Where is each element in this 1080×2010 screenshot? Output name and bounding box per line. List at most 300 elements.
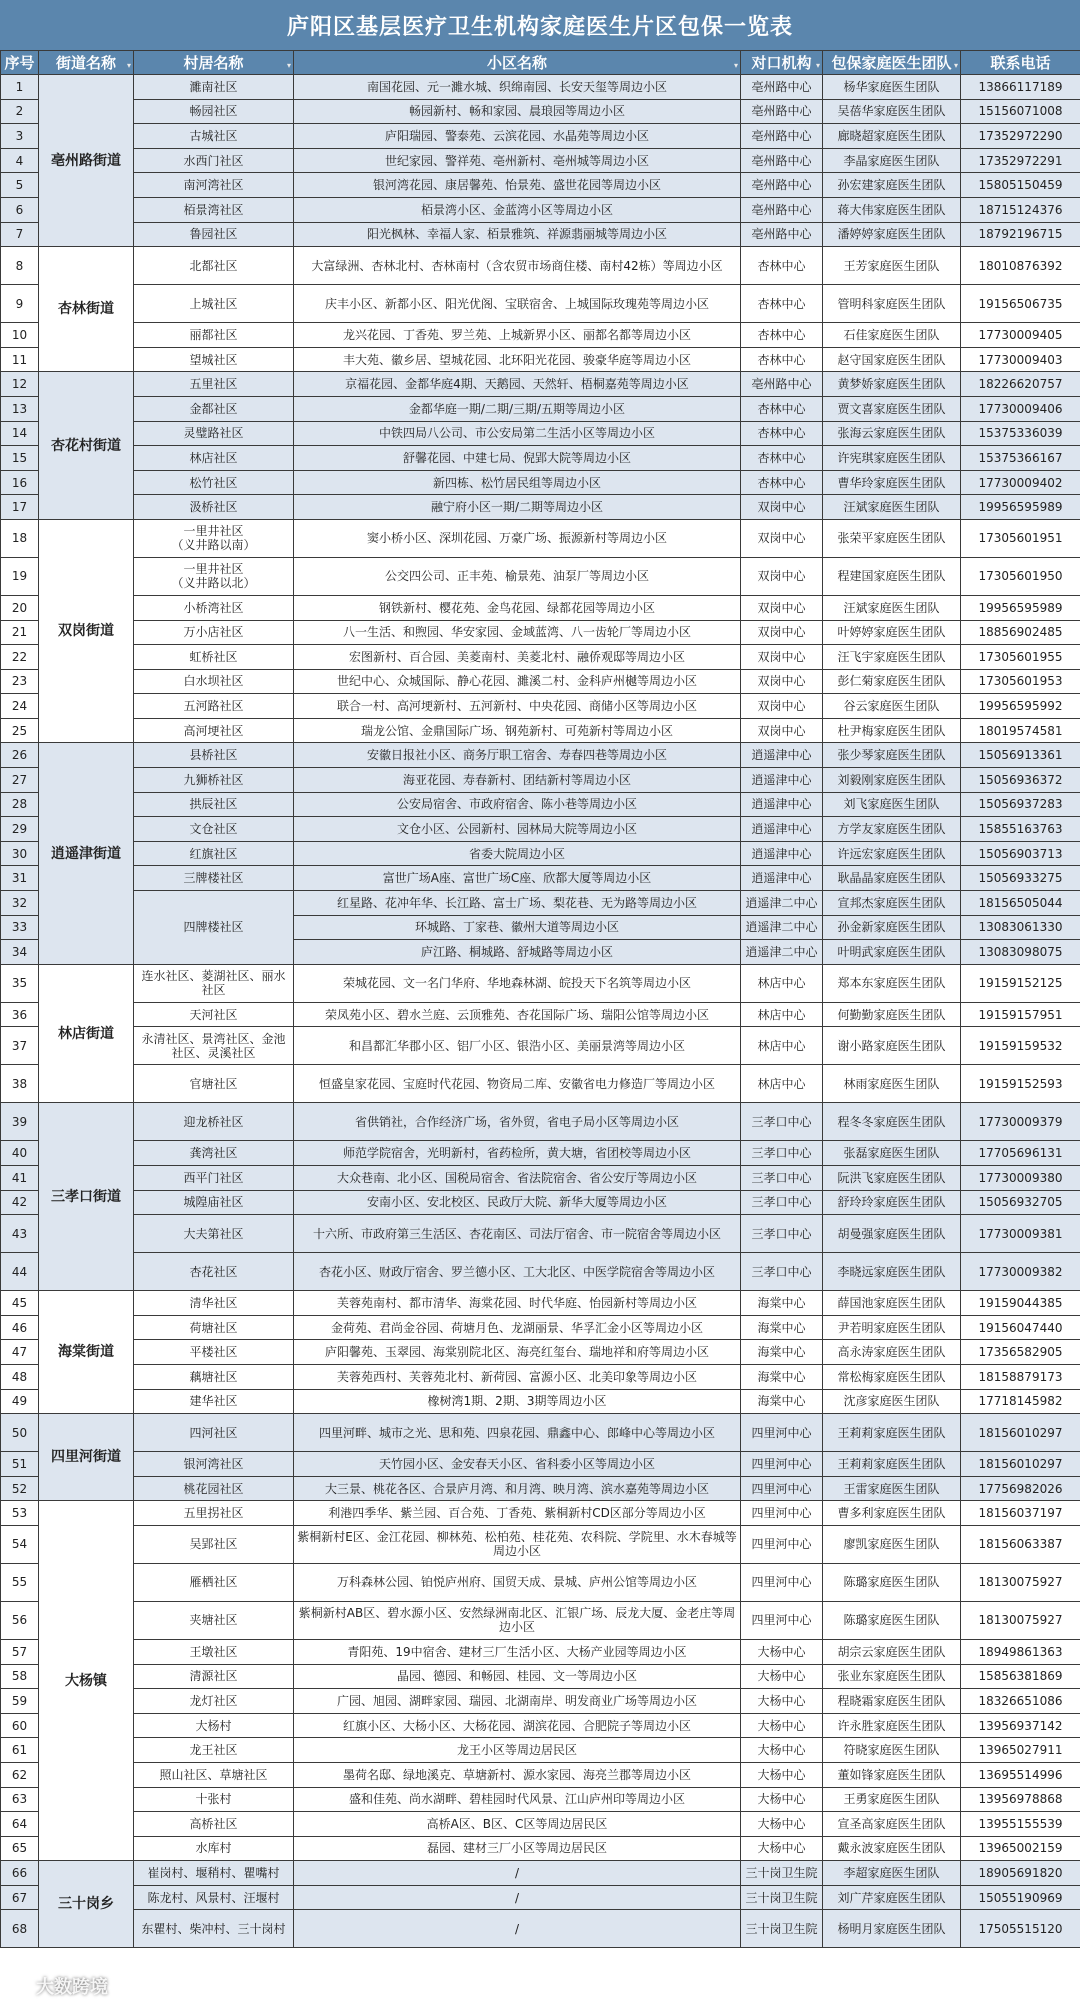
village-cell: 连水社区、菱湖社区、丽水社区	[134, 964, 294, 1002]
col-header-no[interactable]: 序号	[1, 51, 39, 75]
table-row	[1, 669, 1080, 694]
team-cell: 许宪琪家庭医生团队	[823, 446, 961, 471]
table-row	[1, 124, 1080, 149]
phone-cell: 15056903713	[961, 841, 1080, 866]
row-number: 52	[1, 1476, 39, 1501]
row-number: 3	[1, 124, 39, 149]
phone-cell: 17505515120	[961, 1910, 1080, 1948]
header-row	[1, 51, 1080, 75]
table-row	[1, 148, 1080, 173]
phone-cell: 13965027911	[961, 1738, 1080, 1763]
team-cell: 张少琴家庭医生团队	[823, 743, 961, 768]
table-row	[1, 446, 1080, 471]
team-cell: 高永涛家庭医生团队	[823, 1340, 961, 1365]
table-row	[1, 595, 1080, 620]
institution-cell: 双岗中心	[741, 718, 823, 743]
col-header-team[interactable]: 包保家庭医生团队 ▾	[823, 51, 961, 75]
team-cell: 汪斌家庭医生团队	[823, 495, 961, 520]
phone-cell: 17352972290	[961, 124, 1080, 149]
team-cell: 沈彦家庭医生团队	[823, 1389, 961, 1414]
table-row	[1, 222, 1080, 247]
table-row	[1, 1601, 1080, 1639]
village-cell: 桃花园社区	[134, 1476, 294, 1501]
institution-cell: 海棠中心	[741, 1291, 823, 1316]
institution-cell: 三孝口中心	[741, 1141, 823, 1166]
village-cell: 松竹社区	[134, 470, 294, 495]
table-row	[1, 1738, 1080, 1763]
village-cell: 迎龙桥社区	[134, 1103, 294, 1141]
street-name-cell: 逍遥津街道	[39, 743, 134, 964]
row-number: 39	[1, 1103, 39, 1141]
row-number: 60	[1, 1713, 39, 1738]
team-cell: 李晶家庭医生团队	[823, 148, 961, 173]
row-number: 15	[1, 446, 39, 471]
village-cell: 五河路社区	[134, 694, 294, 719]
area-cell: 庐阳馨苑、玉翠园、海棠别院北区、海亮红玺台、瑞地祥和府等周边小区	[294, 1340, 741, 1365]
row-number: 58	[1, 1664, 39, 1689]
institution-cell: 大杨中心	[741, 1762, 823, 1787]
institution-cell: 亳州路中心	[741, 75, 823, 100]
team-cell: 符晓家庭医生团队	[823, 1738, 961, 1763]
row-number: 34	[1, 940, 39, 965]
area-cell: 公交四公司、正丰苑、榆景苑、油泵厂等周边小区	[294, 557, 741, 595]
table-row	[1, 841, 1080, 866]
phone-cell: 17305601953	[961, 669, 1080, 694]
table-row	[1, 1253, 1080, 1291]
row-number: 51	[1, 1452, 39, 1477]
institution-cell: 双岗中心	[741, 620, 823, 645]
col-header-institution[interactable]: 对口机构 ▾	[741, 51, 823, 75]
village-cell: 鲁园社区	[134, 222, 294, 247]
village-cell: 拱辰社区	[134, 792, 294, 817]
watermark-logo-icon	[8, 1976, 32, 2000]
team-cell: 管明科家庭医生团队	[823, 285, 961, 323]
area-cell: 联合一村、高河埂新村、五河新村、中央花园、商储小区等周边小区	[294, 694, 741, 719]
table-row	[1, 1166, 1080, 1191]
phone-cell: 15805150459	[961, 173, 1080, 198]
area-cell: 环城路、丁家巷、徽州大道等周边小区	[294, 915, 741, 940]
team-cell: 廖凯家庭医生团队	[823, 1525, 961, 1563]
col-header-area[interactable]: 小区名称 ▾	[294, 51, 741, 75]
row-number: 6	[1, 197, 39, 222]
area-cell: 金都华庭一期/二期/三期/五期等周边小区	[294, 396, 741, 421]
phone-cell: 19159157951	[961, 1002, 1080, 1027]
phone-cell: 18156063387	[961, 1525, 1080, 1563]
area-cell: 畅园新村、畅和家园、晨琅园等周边小区	[294, 99, 741, 124]
village-cell: 天河社区	[134, 1002, 294, 1027]
team-cell: 程晓霜家庭医生团队	[823, 1689, 961, 1714]
village-cell: 畅园社区	[134, 99, 294, 124]
institution-cell: 亳州路中心	[741, 222, 823, 247]
table-row	[1, 1787, 1080, 1812]
village-cell: 清华社区	[134, 1291, 294, 1316]
row-number: 47	[1, 1340, 39, 1365]
street-name-cell: 三十岗乡	[39, 1861, 134, 1948]
team-cell: 王芳家庭医生团队	[823, 247, 961, 285]
village-cell: 虹桥社区	[134, 645, 294, 670]
area-cell: 省委大院周边小区	[294, 841, 741, 866]
area-cell: 海亚花园、寿春新村、团结新村等周边小区	[294, 768, 741, 793]
institution-cell: 四里河中心	[741, 1563, 823, 1601]
table-row	[1, 347, 1080, 372]
village-cell: 照山社区、草塘社区	[134, 1762, 294, 1787]
row-number: 46	[1, 1315, 39, 1340]
phone-cell: 19159152593	[961, 1065, 1080, 1103]
village-cell: 藕塘社区	[134, 1364, 294, 1389]
team-cell: 常松梅家庭医生团队	[823, 1364, 961, 1389]
phone-cell: 13083061330	[961, 915, 1080, 940]
row-number: 36	[1, 1002, 39, 1027]
team-cell: 林雨家庭医生团队	[823, 1065, 961, 1103]
area-cell: 四里河畔、城市之光、思和苑、四泉花园、鼎鑫中心、郎峰中心等周边小区	[294, 1414, 741, 1452]
table-row	[1, 817, 1080, 842]
phone-cell: 19956595992	[961, 694, 1080, 719]
institution-cell: 杏林中心	[741, 470, 823, 495]
col-header-village[interactable]: 村居名称 ▾	[134, 51, 294, 75]
institution-cell: 大杨中心	[741, 1738, 823, 1763]
area-cell: 安徽日报社小区、商务厅职工宿舍、寿春四巷等周边小区	[294, 743, 741, 768]
row-number: 40	[1, 1141, 39, 1166]
institution-cell: 逍遥津二中心	[741, 915, 823, 940]
institution-cell: 三孝口中心	[741, 1166, 823, 1191]
institution-cell: 亳州路中心	[741, 99, 823, 124]
area-cell: 钢铁新村、樱花苑、金鸟花园、绿都花园等周边小区	[294, 595, 741, 620]
area-cell: 丰大苑、徽乡居、望城花园、北环阳光花园、骏豪华庭等周边小区	[294, 347, 741, 372]
institution-cell: 大杨中心	[741, 1713, 823, 1738]
team-cell: 陈璐家庭医生团队	[823, 1601, 961, 1639]
row-number: 61	[1, 1738, 39, 1763]
phone-cell: 19956595989	[961, 495, 1080, 520]
village-cell: 栢景湾社区	[134, 197, 294, 222]
area-cell: 十六所、市政府第三生活区、杏花南区、司法厅宿舍、市一院宿舍等周边小区	[294, 1215, 741, 1253]
village-cell: 汲桥社区	[134, 495, 294, 520]
village-cell: 官塘社区	[134, 1065, 294, 1103]
team-cell: 杨明月家庭医生团队	[823, 1910, 961, 1948]
village-cell: 南河湾社区	[134, 173, 294, 198]
phone-cell: 17756982026	[961, 1476, 1080, 1501]
institution-cell: 双岗中心	[741, 495, 823, 520]
phone-cell: 18156037197	[961, 1501, 1080, 1526]
village-cell: 建华社区	[134, 1389, 294, 1414]
table-row	[1, 495, 1080, 520]
team-cell: 石佳家庭医生团队	[823, 323, 961, 348]
area-cell: 阳光枫林、幸福人家、栢景雅筑、祥源翡丽城等周边小区	[294, 222, 741, 247]
team-cell: 张海云家庭医生团队	[823, 421, 961, 446]
row-number: 29	[1, 817, 39, 842]
phone-cell: 18010876392	[961, 247, 1080, 285]
phone-cell: 17356582905	[961, 1340, 1080, 1365]
street-name-cell: 双岗街道	[39, 519, 134, 743]
table-row	[1, 75, 1080, 100]
phone-cell: 18715124376	[961, 197, 1080, 222]
area-cell: 荣凤苑小区、碧水兰庭、云顶雅苑、杏花国际广场、瑞阳公馆等周边小区	[294, 1002, 741, 1027]
institution-cell: 林店中心	[741, 1065, 823, 1103]
phone-cell: 17718145982	[961, 1389, 1080, 1414]
institution-cell: 亳州路中心	[741, 372, 823, 397]
phone-cell: 18130075927	[961, 1563, 1080, 1601]
team-cell: 刘毅刚家庭医生团队	[823, 768, 961, 793]
row-number: 64	[1, 1812, 39, 1837]
village-cell: 万小店社区	[134, 620, 294, 645]
phone-cell: 19159159532	[961, 1027, 1080, 1065]
institution-cell: 三孝口中心	[741, 1190, 823, 1215]
area-cell: 新四栋、松竹居民组等周边小区	[294, 470, 741, 495]
village-cell: 清源社区	[134, 1664, 294, 1689]
village-cell: 一里井社区 （义井路以北）	[134, 557, 294, 595]
phone-cell: 19159152125	[961, 964, 1080, 1002]
table-row	[1, 1452, 1080, 1477]
institution-cell: 杏林中心	[741, 396, 823, 421]
area-cell: 银河湾花园、康居馨苑、怡景苑、盛世花园等周边小区	[294, 173, 741, 198]
area-cell: 安南小区、安北校区、民政厅大院、新华大厦等周边小区	[294, 1190, 741, 1215]
phone-cell: 19956595989	[961, 595, 1080, 620]
row-number: 10	[1, 323, 39, 348]
table-row	[1, 1664, 1080, 1689]
area-cell: 磊园、建材三厂小区等周边居民区	[294, 1836, 741, 1861]
village-cell: 一里井社区 （义井路以南）	[134, 519, 294, 557]
table-row	[1, 519, 1080, 557]
institution-cell: 逍遥津中心	[741, 792, 823, 817]
table-row	[1, 1315, 1080, 1340]
team-cell: 廊晓超家庭医生团队	[823, 124, 961, 149]
institution-cell: 海棠中心	[741, 1315, 823, 1340]
institution-cell: 大杨中心	[741, 1812, 823, 1837]
area-cell: 万科森林公园、铂悦庐州府、国贸天成、景城、庐州公馆等周边小区	[294, 1563, 741, 1601]
table-row	[1, 1501, 1080, 1526]
table-row	[1, 285, 1080, 323]
institution-cell: 亳州路中心	[741, 148, 823, 173]
institution-cell: 双岗中心	[741, 557, 823, 595]
table-row	[1, 1836, 1080, 1861]
institution-cell: 逍遥津中心	[741, 841, 823, 866]
col-header-phone[interactable]: 联系电话	[961, 51, 1080, 75]
area-cell: 紫桐新村AB区、碧水源小区、安然绿洲南北区、汇银广场、辰龙大厦、金老庄等周边小区	[294, 1601, 741, 1639]
institution-cell: 林店中心	[741, 1002, 823, 1027]
area-cell: 大众巷南、北小区、国税局宿舍、省法院宿舍、省公安厅等周边小区	[294, 1166, 741, 1191]
village-cell: 大杨村	[134, 1713, 294, 1738]
phone-cell: 13695514996	[961, 1762, 1080, 1787]
institution-cell: 杏林中心	[741, 446, 823, 471]
table-row	[1, 372, 1080, 397]
phone-cell: 15375366167	[961, 446, 1080, 471]
phone-cell: 15055190969	[961, 1885, 1080, 1910]
institution-cell: 逍遥津中心	[741, 768, 823, 793]
row-number: 4	[1, 148, 39, 173]
table-row	[1, 1563, 1080, 1601]
row-number: 16	[1, 470, 39, 495]
area-cell: 恒盛皇家花园、宝庭时代花园、物资局二库、安徽省电力修造厂等周边小区	[294, 1065, 741, 1103]
table-row	[1, 173, 1080, 198]
table-row	[1, 1639, 1080, 1664]
team-cell: 王雷家庭医生团队	[823, 1476, 961, 1501]
village-cell: 五里社区	[134, 372, 294, 397]
phone-cell: 13955155539	[961, 1812, 1080, 1837]
area-cell: 师范学院宿舍，光明新村，省药检所，黄大塘，省团校等周边小区	[294, 1141, 741, 1166]
area-cell: 富世广场A座、富世广场C座、欣都大厦等周边小区	[294, 866, 741, 891]
row-number: 33	[1, 915, 39, 940]
village-cell: 永清社区、景湾社区、金池社区、灵溪社区	[134, 1027, 294, 1065]
area-cell: 高桥A区、B区、C区等周边居民区	[294, 1812, 741, 1837]
team-cell: 许远宏家庭医生团队	[823, 841, 961, 866]
phone-cell: 17305601955	[961, 645, 1080, 670]
table-row	[1, 743, 1080, 768]
team-cell: 王勇家庭医生团队	[823, 1787, 961, 1812]
table-row	[1, 1103, 1080, 1141]
area-cell: 红旗小区、大杨小区、大杨花园、湖滨花园、合肥院子等周边小区	[294, 1713, 741, 1738]
row-number: 37	[1, 1027, 39, 1065]
team-cell: 曹华玲家庭医生团队	[823, 470, 961, 495]
village-cell: 四牌楼社区	[134, 891, 294, 965]
institution-cell: 双岗中心	[741, 519, 823, 557]
institution-cell: 杏林中心	[741, 347, 823, 372]
col-header-street[interactable]: 街道名称 ▾	[39, 51, 134, 75]
institution-cell: 三十岗卫生院	[741, 1861, 823, 1886]
team-cell: 叶婷婷家庭医生团队	[823, 620, 961, 645]
village-cell: 上城社区	[134, 285, 294, 323]
row-number: 13	[1, 396, 39, 421]
village-cell: 城隍庙社区	[134, 1190, 294, 1215]
street-name-cell: 林店街道	[39, 964, 134, 1103]
institution-cell: 逍遥津中心	[741, 866, 823, 891]
area-cell: 世纪中心、众城国际、静心花园、濉溪二村、金科庐州樾等周边小区	[294, 669, 741, 694]
area-cell: 广园、旭园、湖畔家园、瑞园、北湖南岸、明发商业广场等周边小区	[294, 1689, 741, 1714]
phone-cell: 17305601950	[961, 557, 1080, 595]
institution-cell: 逍遥津二中心	[741, 940, 823, 965]
table-row	[1, 1215, 1080, 1253]
phone-cell: 18226620757	[961, 372, 1080, 397]
institution-cell: 亳州路中心	[741, 197, 823, 222]
village-cell: 王墩社区	[134, 1639, 294, 1664]
phone-cell: 13965002159	[961, 1836, 1080, 1861]
row-number: 54	[1, 1525, 39, 1563]
table-row	[1, 1027, 1080, 1065]
institution-cell: 林店中心	[741, 964, 823, 1002]
phone-cell: 13866117189	[961, 75, 1080, 100]
row-number: 43	[1, 1215, 39, 1253]
team-cell: 曹多利家庭医生团队	[823, 1501, 961, 1526]
row-number: 24	[1, 694, 39, 719]
team-cell: 张磊家庭医生团队	[823, 1141, 961, 1166]
village-cell: 文仓社区	[134, 817, 294, 842]
table-row	[1, 1190, 1080, 1215]
village-cell: 高桥社区	[134, 1812, 294, 1837]
institution-cell: 逍遥津中心	[741, 817, 823, 842]
team-cell: 黄梦娇家庭医生团队	[823, 372, 961, 397]
village-cell: 陈龙村、风景村、汪堰村	[134, 1885, 294, 1910]
institution-cell: 双岗中心	[741, 669, 823, 694]
table-row	[1, 694, 1080, 719]
village-cell: 四河社区	[134, 1414, 294, 1452]
row-number: 9	[1, 285, 39, 323]
row-number: 12	[1, 372, 39, 397]
team-cell: 杜尹梅家庭医生团队	[823, 718, 961, 743]
row-number: 35	[1, 964, 39, 1002]
phone-cell: 17730009382	[961, 1253, 1080, 1291]
phone-cell: 17730009405	[961, 323, 1080, 348]
row-number: 30	[1, 841, 39, 866]
street-name-cell: 杏花村街道	[39, 372, 134, 520]
team-cell: 孙金新家庭医生团队	[823, 915, 961, 940]
area-cell: 宏图新村、百合园、美菱南村、美菱北村、融侨观邸等周边小区	[294, 645, 741, 670]
institution-cell: 杏林中心	[741, 285, 823, 323]
team-cell: 程冬冬家庭医生团队	[823, 1103, 961, 1141]
row-number: 41	[1, 1166, 39, 1191]
village-cell: 杏花社区	[134, 1253, 294, 1291]
row-number: 45	[1, 1291, 39, 1316]
street-name-cell: 大杨镇	[39, 1501, 134, 1861]
table-row	[1, 1910, 1080, 1948]
village-cell: 五里拐社区	[134, 1501, 294, 1526]
area-cell: 省供销社，合作经济广场，省外贸，省电子局小区等周边小区	[294, 1103, 741, 1141]
area-cell: 青阳苑、19中宿舍、建材三厂生活小区、大杨产业园等周边小区	[294, 1639, 741, 1664]
institution-cell: 逍遥津二中心	[741, 891, 823, 916]
table-row	[1, 1414, 1080, 1452]
team-cell: 方学友家庭医生团队	[823, 817, 961, 842]
phone-cell: 18156010297	[961, 1414, 1080, 1452]
team-cell: 胡宗云家庭医生团队	[823, 1639, 961, 1664]
team-cell: 王莉莉家庭医生团队	[823, 1452, 961, 1477]
institution-cell: 大杨中心	[741, 1664, 823, 1689]
team-cell: 耿晶晶家庭医生团队	[823, 866, 961, 891]
table-row	[1, 1291, 1080, 1316]
row-number: 65	[1, 1836, 39, 1861]
village-cell: 崔岗村、堰稍村、瞿嘴村	[134, 1861, 294, 1886]
row-number: 59	[1, 1689, 39, 1714]
table-row	[1, 197, 1080, 222]
row-number: 5	[1, 173, 39, 198]
table-row	[1, 620, 1080, 645]
team-cell: 宣圣高家庭医生团队	[823, 1812, 961, 1837]
village-cell: 北都社区	[134, 247, 294, 285]
area-cell: 芙蓉苑西村、芙蓉苑北村、新荷园、富源小区、北美印象等周边小区	[294, 1364, 741, 1389]
area-cell: 庐江路、桐城路、舒城路等周边小区	[294, 940, 741, 965]
team-cell: 孙宏建家庭医生团队	[823, 173, 961, 198]
table-row	[1, 645, 1080, 670]
team-cell: 许永胜家庭医生团队	[823, 1713, 961, 1738]
phone-cell: 15056933275	[961, 866, 1080, 891]
phone-cell: 18156010297	[961, 1452, 1080, 1477]
row-number: 8	[1, 247, 39, 285]
village-cell: 金都社区	[134, 396, 294, 421]
area-cell: 晶园、德园、和畅园、桂园、文一等周边小区	[294, 1664, 741, 1689]
area-cell: /	[294, 1861, 741, 1886]
area-cell: 天竹园小区、金安春天小区、省科委小区等周边小区	[294, 1452, 741, 1477]
street-name-cell: 海棠街道	[39, 1291, 134, 1414]
row-number: 68	[1, 1910, 39, 1948]
area-cell: 杏花小区、财政厅宿舍、罗兰德小区、工大北区、中医学院宿舍等周边小区	[294, 1253, 741, 1291]
team-cell: 刘飞家庭医生团队	[823, 792, 961, 817]
team-cell: 谷云家庭医生团队	[823, 694, 961, 719]
area-cell: 舒馨花园、中建七局、倪郢大院等周边小区	[294, 446, 741, 471]
village-cell: 水库村	[134, 1836, 294, 1861]
row-number: 50	[1, 1414, 39, 1452]
institution-cell: 双岗中心	[741, 595, 823, 620]
village-cell: 龙王社区	[134, 1738, 294, 1763]
phone-cell: 15156071008	[961, 99, 1080, 124]
phone-cell: 15855163763	[961, 817, 1080, 842]
team-cell: 李超家庭医生团队	[823, 1861, 961, 1886]
row-number: 31	[1, 866, 39, 891]
village-cell: 高河埂社区	[134, 718, 294, 743]
area-cell: 中铁四局八公司、市公安局第二生活小区等周边小区	[294, 421, 741, 446]
table-row	[1, 323, 1080, 348]
table-row	[1, 1713, 1080, 1738]
phone-cell: 18792196715	[961, 222, 1080, 247]
area-cell: 京福花园、金都华庭4期、天鹅园、天然轩、梧桐嘉苑等周边小区	[294, 372, 741, 397]
table-row	[1, 1476, 1080, 1501]
area-cell: 南国花园、元一濉水城、织绵南园、长安天玺等周边小区	[294, 75, 741, 100]
village-cell: 东瞿村、柴冲村、三十岗村	[134, 1910, 294, 1948]
